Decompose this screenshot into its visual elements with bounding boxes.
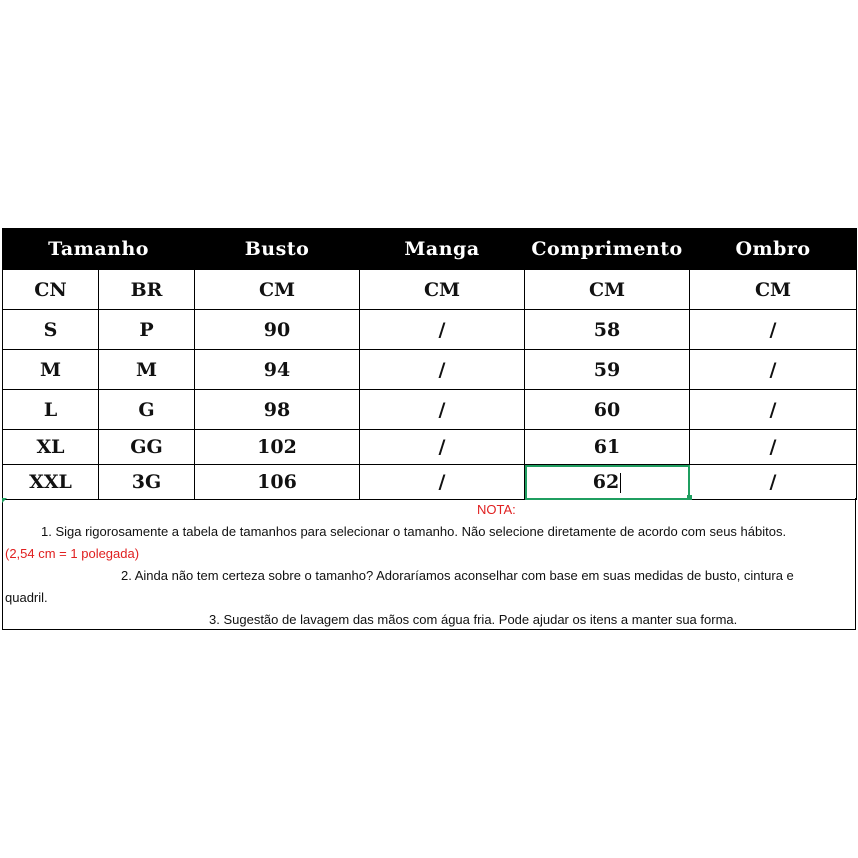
header-busto[interactable]: Busto: [195, 229, 360, 270]
table-cell[interactable]: /: [690, 390, 857, 430]
table-cell[interactable]: /: [360, 350, 525, 390]
table-cell[interactable]: /: [360, 430, 525, 465]
table-cell[interactable]: /: [690, 350, 857, 390]
table-cell[interactable]: L: [3, 390, 99, 430]
text-cursor: [620, 473, 621, 493]
table-cell[interactable]: S: [3, 310, 99, 350]
table-row: [3, 390, 857, 430]
note-line-3: 3. Sugestão de lavagem das mãos com água fria. Pode ajudar os itens a manter sua forma.: [209, 612, 738, 627]
comment-indicator-icon: [2, 498, 7, 503]
table-row: [3, 430, 857, 465]
selected-cell[interactable]: [525, 465, 690, 500]
table-cell[interactable]: /: [360, 465, 525, 500]
notes-title: NOTA:: [477, 502, 516, 517]
unit-cell-br[interactable]: BR: [99, 270, 195, 310]
unit-cell-comprimento[interactable]: CM: [525, 270, 690, 310]
table-cell[interactable]: 3G: [99, 465, 195, 500]
table-cell[interactable]: XXL: [3, 465, 99, 500]
size-chart-sheet: [2, 228, 856, 500]
notes-cell[interactable]: [2, 498, 856, 630]
table-row: [3, 465, 857, 500]
table-cell[interactable]: 106: [195, 465, 360, 500]
table-cell[interactable]: /: [690, 430, 857, 465]
header-row: [3, 229, 857, 270]
table-row: [3, 350, 857, 390]
unit-cell-busto[interactable]: CM: [195, 270, 360, 310]
table-cell[interactable]: /: [360, 390, 525, 430]
table-cell[interactable]: 102: [195, 430, 360, 465]
table-cell[interactable]: 61: [525, 430, 690, 465]
header-manga[interactable]: Manga: [360, 229, 525, 270]
unit-row: [3, 270, 857, 310]
table-cell[interactable]: M: [3, 350, 99, 390]
table-cell[interactable]: 60: [525, 390, 690, 430]
table-cell[interactable]: G: [99, 390, 195, 430]
table-cell[interactable]: 94: [195, 350, 360, 390]
note-line-2-cont: quadril.: [5, 590, 48, 605]
unit-cell-ombro[interactable]: CM: [690, 270, 857, 310]
table-cell[interactable]: /: [690, 465, 857, 500]
table-row: [3, 310, 857, 350]
header-tamanho[interactable]: Tamanho: [3, 229, 195, 270]
header-comprimento[interactable]: Comprimento: [525, 229, 690, 270]
size-table: [2, 228, 857, 500]
header-ombro[interactable]: Ombro: [690, 229, 857, 270]
table-cell[interactable]: 98: [195, 390, 360, 430]
table-cell[interactable]: GG: [99, 430, 195, 465]
table-cell[interactable]: 59: [525, 350, 690, 390]
table-cell[interactable]: /: [360, 310, 525, 350]
unit-cell-cn[interactable]: CN: [3, 270, 99, 310]
table-cell[interactable]: /: [690, 310, 857, 350]
table-cell[interactable]: M: [99, 350, 195, 390]
note-conversion: (2,54 cm = 1 polegada): [5, 546, 140, 561]
note-line-1: 1. Siga rigorosamente a tabela de tamanhos para selecionar o tamanho. Não selecione diretamente de acordo com seus hábitos.: [41, 524, 787, 539]
note-line-2: 2. Ainda não tem certeza sobre o tamanho? Adoraríamos aconselhar com base em suas medidas de busto, cintura e: [121, 568, 794, 583]
table-cell[interactable]: P: [99, 310, 195, 350]
table-cell[interactable]: 90: [195, 310, 360, 350]
table-cell[interactable]: 58: [525, 310, 690, 350]
selected-cell-value: 62: [592, 471, 620, 493]
unit-cell-manga[interactable]: CM: [360, 270, 525, 310]
table-cell[interactable]: XL: [3, 430, 99, 465]
